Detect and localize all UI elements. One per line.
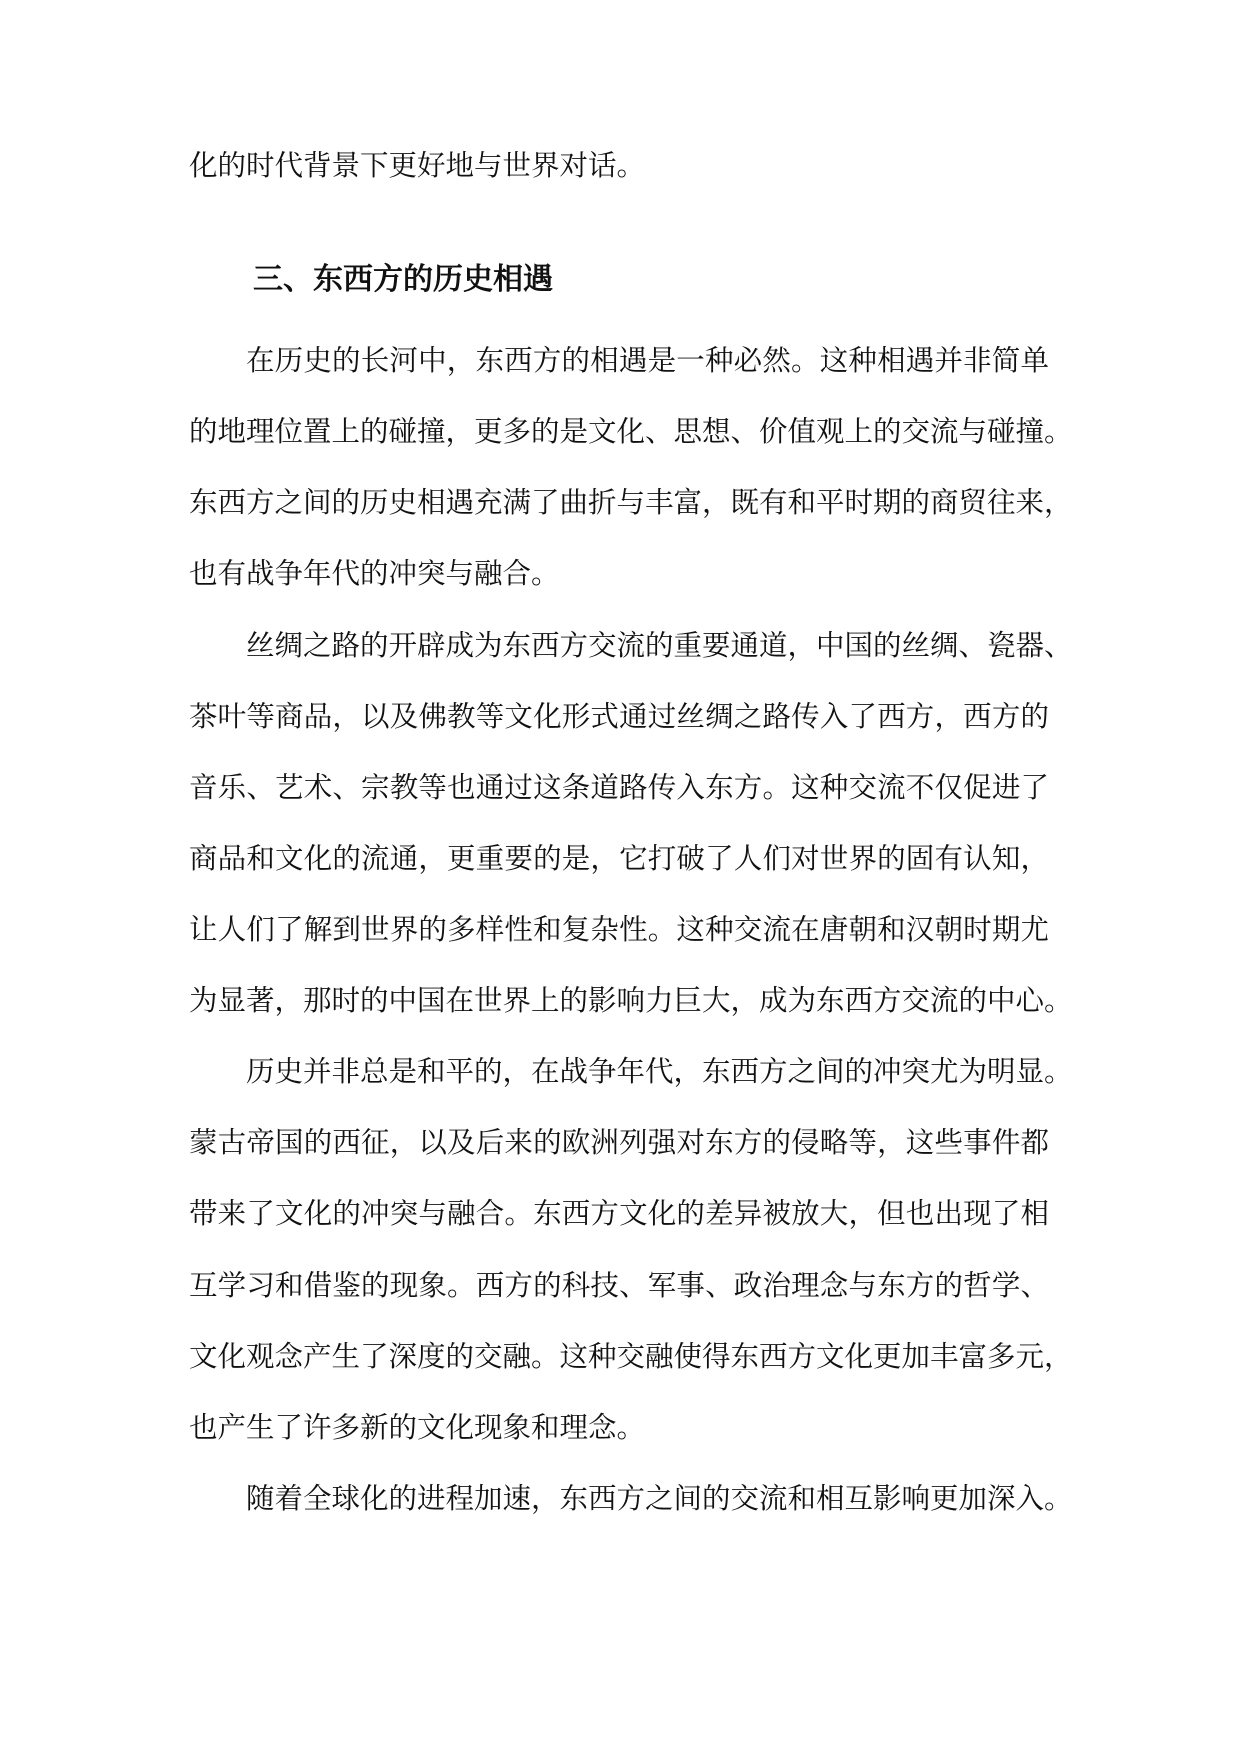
text-line-10: 让人们了解到世界的多样性和复杂性。这种交流在唐朝和汉朝时期尤 (189, 913, 1049, 946)
text-line-3: 的地理位置上的碰撞，更多的是文化、思想、价值观上的交流与碰撞。 (189, 415, 1073, 448)
text-line-8: 音乐、艺术、宗教等也通过这条道路传入东方。这种交流不仅促进了 (189, 771, 1049, 804)
text-line-6: 丝绸之路的开辟成为东西方交流的重要通道，中国的丝绸、瓷器、 (246, 629, 1073, 662)
text-line-11: 为显著，那时的中国在世界上的影响力巨大，成为东西方交流的中心。 (189, 984, 1073, 1017)
text-line-12: 历史并非总是和平的，在战争年代，东西方之间的冲突尤为明显。 (246, 1055, 1073, 1088)
text-line-18: 随着全球化的进程加速，东西方之间的交流和相互影响更加深入。 (246, 1482, 1073, 1515)
text-line-7: 茶叶等商品，以及佛教等文化形式通过丝绸之路传入了西方，西方的 (189, 700, 1049, 733)
text-line-1: 化的时代背景下更好地与世界对话。 (189, 149, 646, 182)
text-line-16: 文化观念产生了深度的交融。这种交融使得东西方文化更加丰富多元， (189, 1340, 1073, 1373)
section-heading: 三、东西方的历史相遇 (253, 262, 553, 297)
text-line-5: 也有战争年代的冲突与融合。 (189, 557, 560, 590)
text-line-2: 在历史的长河中，东西方的相遇是一种必然。这种相遇并非简单 (246, 344, 1049, 377)
text-line-9: 商品和文化的流通，更重要的是，它打破了人们对世界的固有认知， (189, 842, 1049, 875)
text-line-13: 蒙古帝国的西征，以及后来的欧洲列强对东方的侵略等，这些事件都 (189, 1126, 1049, 1159)
text-line-17: 也产生了许多新的文化现象和理念。 (189, 1411, 646, 1444)
text-line-4: 东西方之间的历史相遇充满了曲折与丰富，既有和平时期的商贸往来， (189, 486, 1073, 519)
text-line-14: 带来了文化的冲突与融合。东西方文化的差异被放大，但也出现了相 (189, 1197, 1049, 1230)
text-line-15: 互学习和借鉴的现象。西方的科技、军事、政治理念与东方的哲学、 (189, 1269, 1049, 1302)
